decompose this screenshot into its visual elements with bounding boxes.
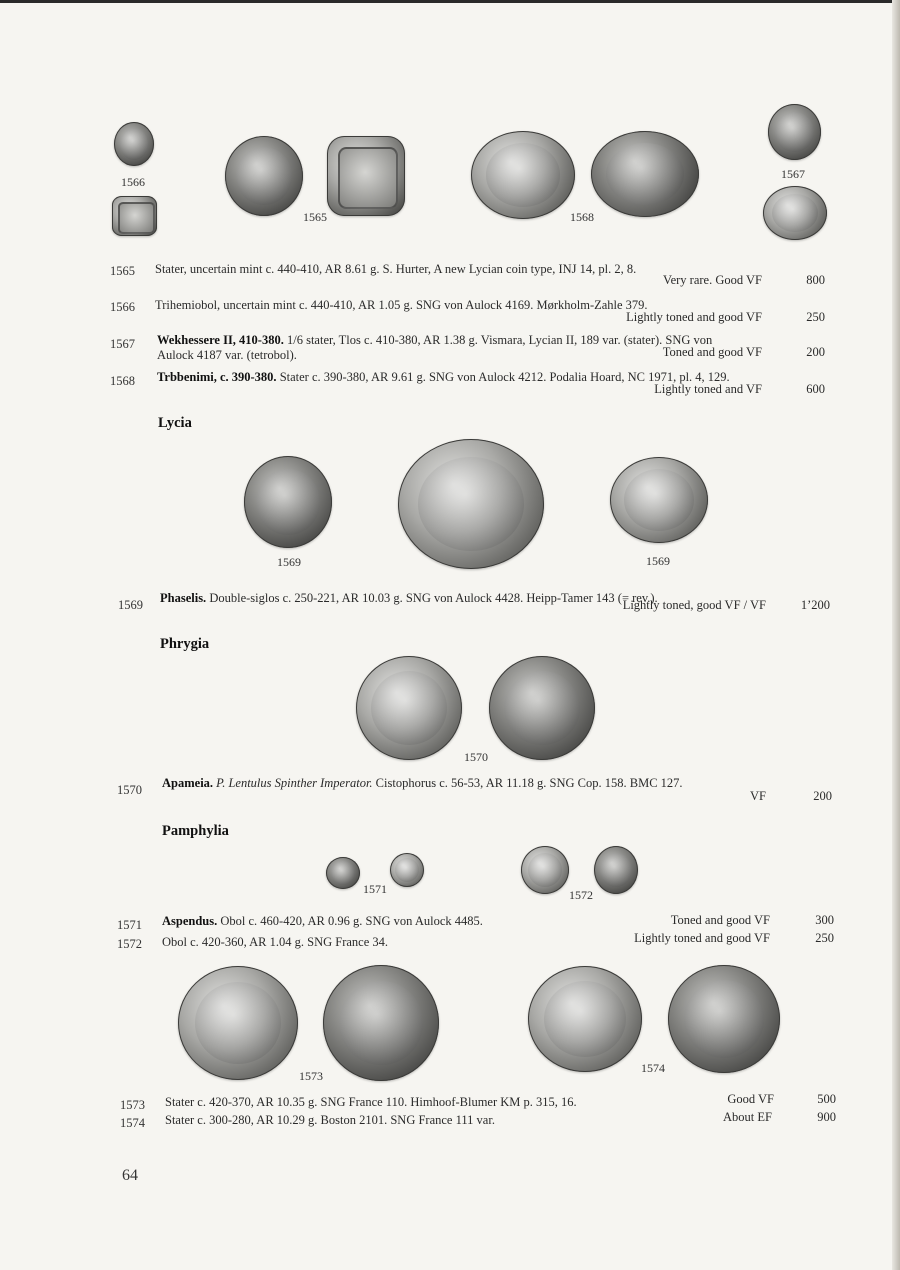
coin-1565-reverse bbox=[327, 136, 405, 216]
caption-1569-right: 1569 bbox=[646, 554, 670, 568]
page-right-edge bbox=[892, 0, 900, 1270]
lot-price-1569: 1’200 bbox=[800, 598, 830, 612]
coin-1572-reverse bbox=[594, 846, 638, 894]
caption-1565: 1565 bbox=[303, 210, 327, 224]
section-heading-pamphylia: Pamphylia bbox=[162, 823, 229, 839]
lot-text-1571: Obol c. 460-420, AR 0.96 g. SNG von Aulock 4485. bbox=[217, 914, 483, 928]
page-top-edge bbox=[0, 0, 900, 3]
lot-grade-1572: Lightly toned and good VF bbox=[634, 931, 770, 945]
lot-price-1565: 800 bbox=[806, 273, 825, 287]
section-heading-lycia: Lycia bbox=[158, 415, 192, 431]
lot-grade-1569: Lightly toned, good VF / VF bbox=[622, 598, 766, 612]
coin-1566-reverse bbox=[112, 196, 157, 236]
lot-magistrate-1570: P. Lentulus Spinther Imperator. bbox=[213, 776, 373, 790]
lot-number-1569: 1569 bbox=[118, 598, 143, 612]
lot-number-1567: 1567 bbox=[110, 337, 135, 351]
lot-number-1572: 1572 bbox=[117, 937, 142, 951]
coin-1567-obverse bbox=[768, 104, 821, 160]
caption-1571: 1571 bbox=[363, 882, 387, 896]
coin-1573-obverse bbox=[178, 966, 298, 1080]
lot-number-1571: 1571 bbox=[117, 918, 142, 932]
coin-1565-obverse bbox=[225, 136, 303, 216]
caption-1573: 1573 bbox=[299, 1069, 323, 1083]
page-number: 64 bbox=[122, 1167, 138, 1184]
lot-description-1571 bbox=[162, 914, 483, 929]
lot-description-1567 bbox=[157, 333, 712, 348]
caption-1569-left: 1569 bbox=[277, 555, 301, 569]
lot-ruler-1567: Wekhessere II, 410-380. bbox=[157, 333, 284, 347]
lot-price-1567: 200 bbox=[806, 345, 825, 359]
lot-text-1567: 1/6 stater, Tlos c. 410-380, AR 1.38 g. Vismara, Lycian II, 189 var. (stater). SNG von bbox=[283, 333, 713, 347]
lot-grade-1574: About EF bbox=[723, 1110, 772, 1124]
lot-grade-1573: Good VF bbox=[727, 1092, 774, 1106]
coin-1570-obverse bbox=[356, 656, 462, 760]
coin-1566-obverse bbox=[114, 122, 154, 166]
lot-description-1565: Stater, uncertain mint c. 440-410, AR 8.61 g. S. Hurter, A new Lycian coin type, INJ 14, pl. 2, 8. bbox=[155, 262, 637, 276]
lot-price-1566: 250 bbox=[806, 310, 825, 324]
lot-text-1569: Double-siglos c. 250-221, AR 10.03 g. SNG von Aulock 4428. Heipp-Tamer 143 (= rev.). bbox=[206, 591, 658, 605]
section-heading-phrygia: Phrygia bbox=[160, 636, 210, 652]
lot-grade-1568: Lightly toned and VF bbox=[654, 382, 762, 396]
lot-text-1570: Cistophorus c. 56-53, AR 11.18 g. SNG Cop. 158. BMC 127. bbox=[372, 776, 683, 790]
lot-price-1573: 500 bbox=[817, 1092, 836, 1106]
lot-number-1570: 1570 bbox=[117, 783, 142, 797]
coin-1569-small-obverse bbox=[244, 456, 332, 548]
lot-description-1567-line2: Aulock 4187 var. (tetrobol). bbox=[157, 348, 297, 362]
lot-number-1565: 1565 bbox=[110, 264, 135, 278]
lot-number-1573: 1573 bbox=[120, 1098, 145, 1112]
lot-mint-1571: Aspendus. bbox=[162, 914, 218, 928]
caption-1568: 1568 bbox=[570, 210, 594, 224]
lot-description-1574: Stater c. 300-280, AR 10.29 g. Boston 2101. SNG France 111 var. bbox=[165, 1113, 495, 1127]
lot-number-1568: 1568 bbox=[110, 374, 135, 388]
lot-description-1566: Trihemiobol, uncertain mint c. 440-410, AR 1.05 g. SNG von Aulock 4169. Mørkholm-Zahle 379. bbox=[155, 298, 648, 312]
lot-number-1566: 1566 bbox=[110, 300, 135, 314]
lot-price-1570: 200 bbox=[813, 789, 832, 803]
caption-1566: 1566 bbox=[121, 175, 145, 189]
lot-ruler-1568: Trbbenimi, c. 390-380. bbox=[157, 370, 277, 384]
coin-1571-obverse bbox=[326, 857, 360, 889]
coin-1570-reverse bbox=[489, 656, 595, 760]
coin-1572-obverse bbox=[521, 846, 569, 894]
caption-1570: 1570 bbox=[464, 750, 488, 764]
coin-1574-obverse bbox=[528, 966, 642, 1072]
lot-grade-1567: Toned and good VF bbox=[662, 345, 762, 359]
lot-description-1573: Stater c. 420-370, AR 10.35 g. SNG France 110. Himhoof-Blumer KM p. 315, 16. bbox=[165, 1095, 577, 1109]
lot-price-1571: 300 bbox=[815, 913, 834, 927]
coin-1571-reverse bbox=[390, 853, 424, 887]
lot-price-1572: 250 bbox=[815, 931, 834, 945]
lot-text-1568: Stater c. 390-380, AR 9.61 g. SNG von Aulock 4212. Podalia Hoard, NC 1971, pl. 4, 129. bbox=[276, 370, 730, 384]
lot-mint-1570: Apameia. bbox=[162, 776, 214, 790]
caption-1574: 1574 bbox=[641, 1061, 665, 1075]
lot-number-1574: 1574 bbox=[120, 1116, 145, 1130]
lot-description-1569 bbox=[160, 591, 658, 606]
coin-1574-reverse bbox=[668, 965, 780, 1073]
lot-description-1572: Obol c. 420-360, AR 1.04 g. SNG France 34. bbox=[162, 935, 389, 949]
lot-description-1568 bbox=[157, 370, 730, 385]
lot-description-1570 bbox=[162, 776, 683, 791]
lot-price-1574: 900 bbox=[817, 1110, 836, 1124]
lot-grade-1571: Toned and good VF bbox=[670, 913, 770, 927]
lot-price-1568: 600 bbox=[806, 382, 825, 396]
coin-1569-reverse-enlarged bbox=[398, 439, 544, 569]
coin-1568-reverse bbox=[591, 131, 699, 217]
caption-1567: 1567 bbox=[781, 167, 805, 181]
lot-grade-1570: VF bbox=[750, 789, 766, 803]
coin-1573-reverse bbox=[323, 965, 439, 1081]
coin-1567-reverse bbox=[763, 186, 827, 240]
lot-mint-1569: Phaselis. bbox=[160, 591, 207, 605]
lot-grade-1565: Very rare. Good VF bbox=[662, 273, 762, 287]
coin-1568-obverse bbox=[471, 131, 575, 219]
lot-grade-1566: Lightly toned and good VF bbox=[626, 310, 762, 324]
coin-1569-small-reverse bbox=[610, 457, 708, 543]
caption-1572: 1572 bbox=[569, 888, 593, 902]
